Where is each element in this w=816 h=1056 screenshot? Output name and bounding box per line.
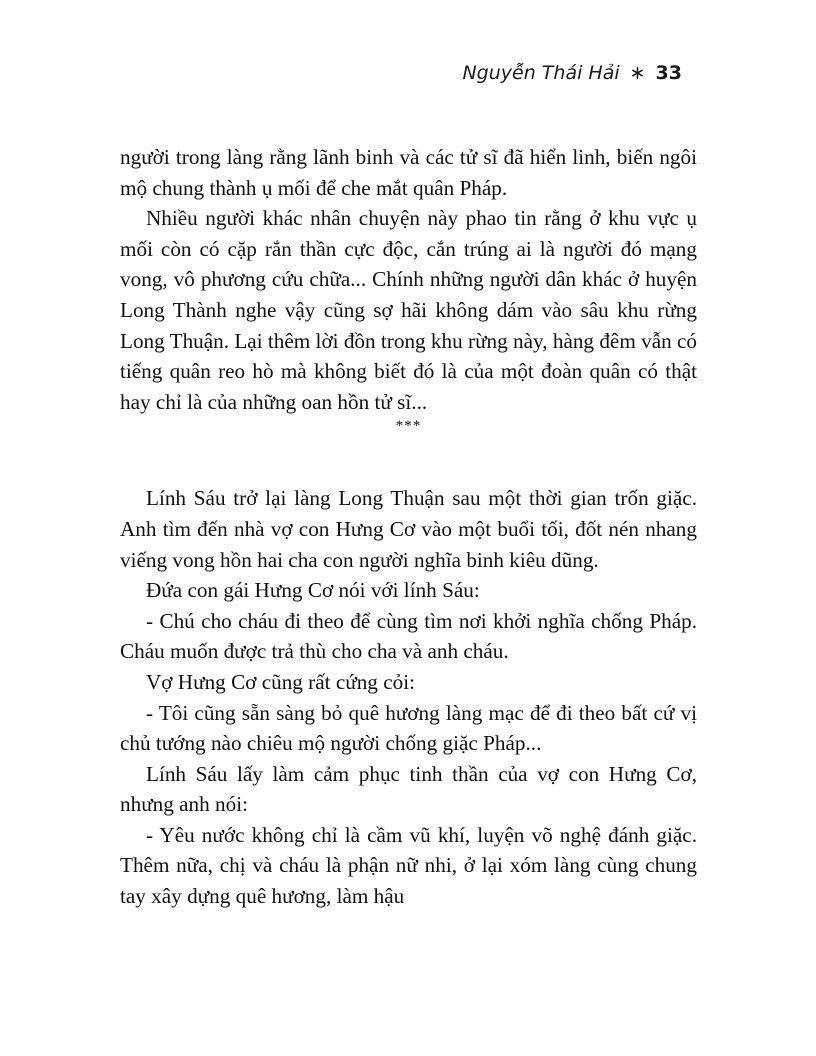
paragraph: Đứa con gái Hưng Cơ nói với lính Sáu:	[146, 578, 480, 603]
paragraph: Nhiều người khác nhân chuyện này phao tin rằng ở khu vực ụ mối còn có cặp rắn thần cực độc, cắn trúng ai là người đó mạng vong, vô phương cứu chữa... Chính những người dân khác ở huyện Long Thành nghe vậy cũng sợ hãi không dám vào sâu khu rừng Long Thuận. Lại thêm lời đồn trong khu rừng này, hàng đêm vẫn có tiếng quân reo hò mà không biết đó là của một đoàn quân có thật hay chỉ là của những oan hồn tử sĩ...	[120, 206, 697, 414]
header-separator: ∗	[629, 62, 646, 84]
author-name: Nguyễn Thái Hải	[462, 62, 620, 84]
section-break: ***	[395, 418, 422, 435]
dialogue-paragraph: - Chú cho cháu đi theo để cùng tìm nơi khởi nghĩa chống Pháp. Cháu muốn được trả thù cho cha và anh cháu.	[120, 608, 697, 664]
page-number: 33	[655, 62, 682, 84]
paragraph: Lính Sáu trở lại làng Long Thuận sau một thời gian trốn giặc. Anh tìm đến nhà vợ con Hưng Cơ vào một buổi tối, đốt nén nhang viếng vong hồn hai cha con người nghĩa binh kiêu dũng.	[120, 486, 697, 572]
dialogue-paragraph: - Tôi cũng sẵn sàng bỏ quê hương làng mạc để đi theo bất cứ vị chủ tướng nào chiêu mộ người chống giặc Pháp...	[120, 700, 697, 756]
paragraph: Lính Sáu lấy làm cảm phục tinh thần của vợ con Hưng Cơ, nhưng anh nói:	[120, 761, 697, 817]
page-body	[120, 142, 697, 912]
running-header	[462, 62, 682, 84]
paragraph: Vợ Hưng Cơ cũng rất cứng cỏi:	[146, 669, 415, 694]
dialogue-paragraph: - Yêu nước không chỉ là cầm vũ khí, luyện võ nghệ đánh giặc. Thêm nữa, chị và cháu là phận nữ nhi, ở lại xóm làng cùng chung tay xây dựng quê hương, làm hậu	[120, 822, 697, 909]
paragraph: người trong làng rằng lãnh binh và các tử sĩ đã hiển linh, biến ngôi mộ chung thành ụ mối để che mắt quân Pháp.	[120, 145, 697, 200]
